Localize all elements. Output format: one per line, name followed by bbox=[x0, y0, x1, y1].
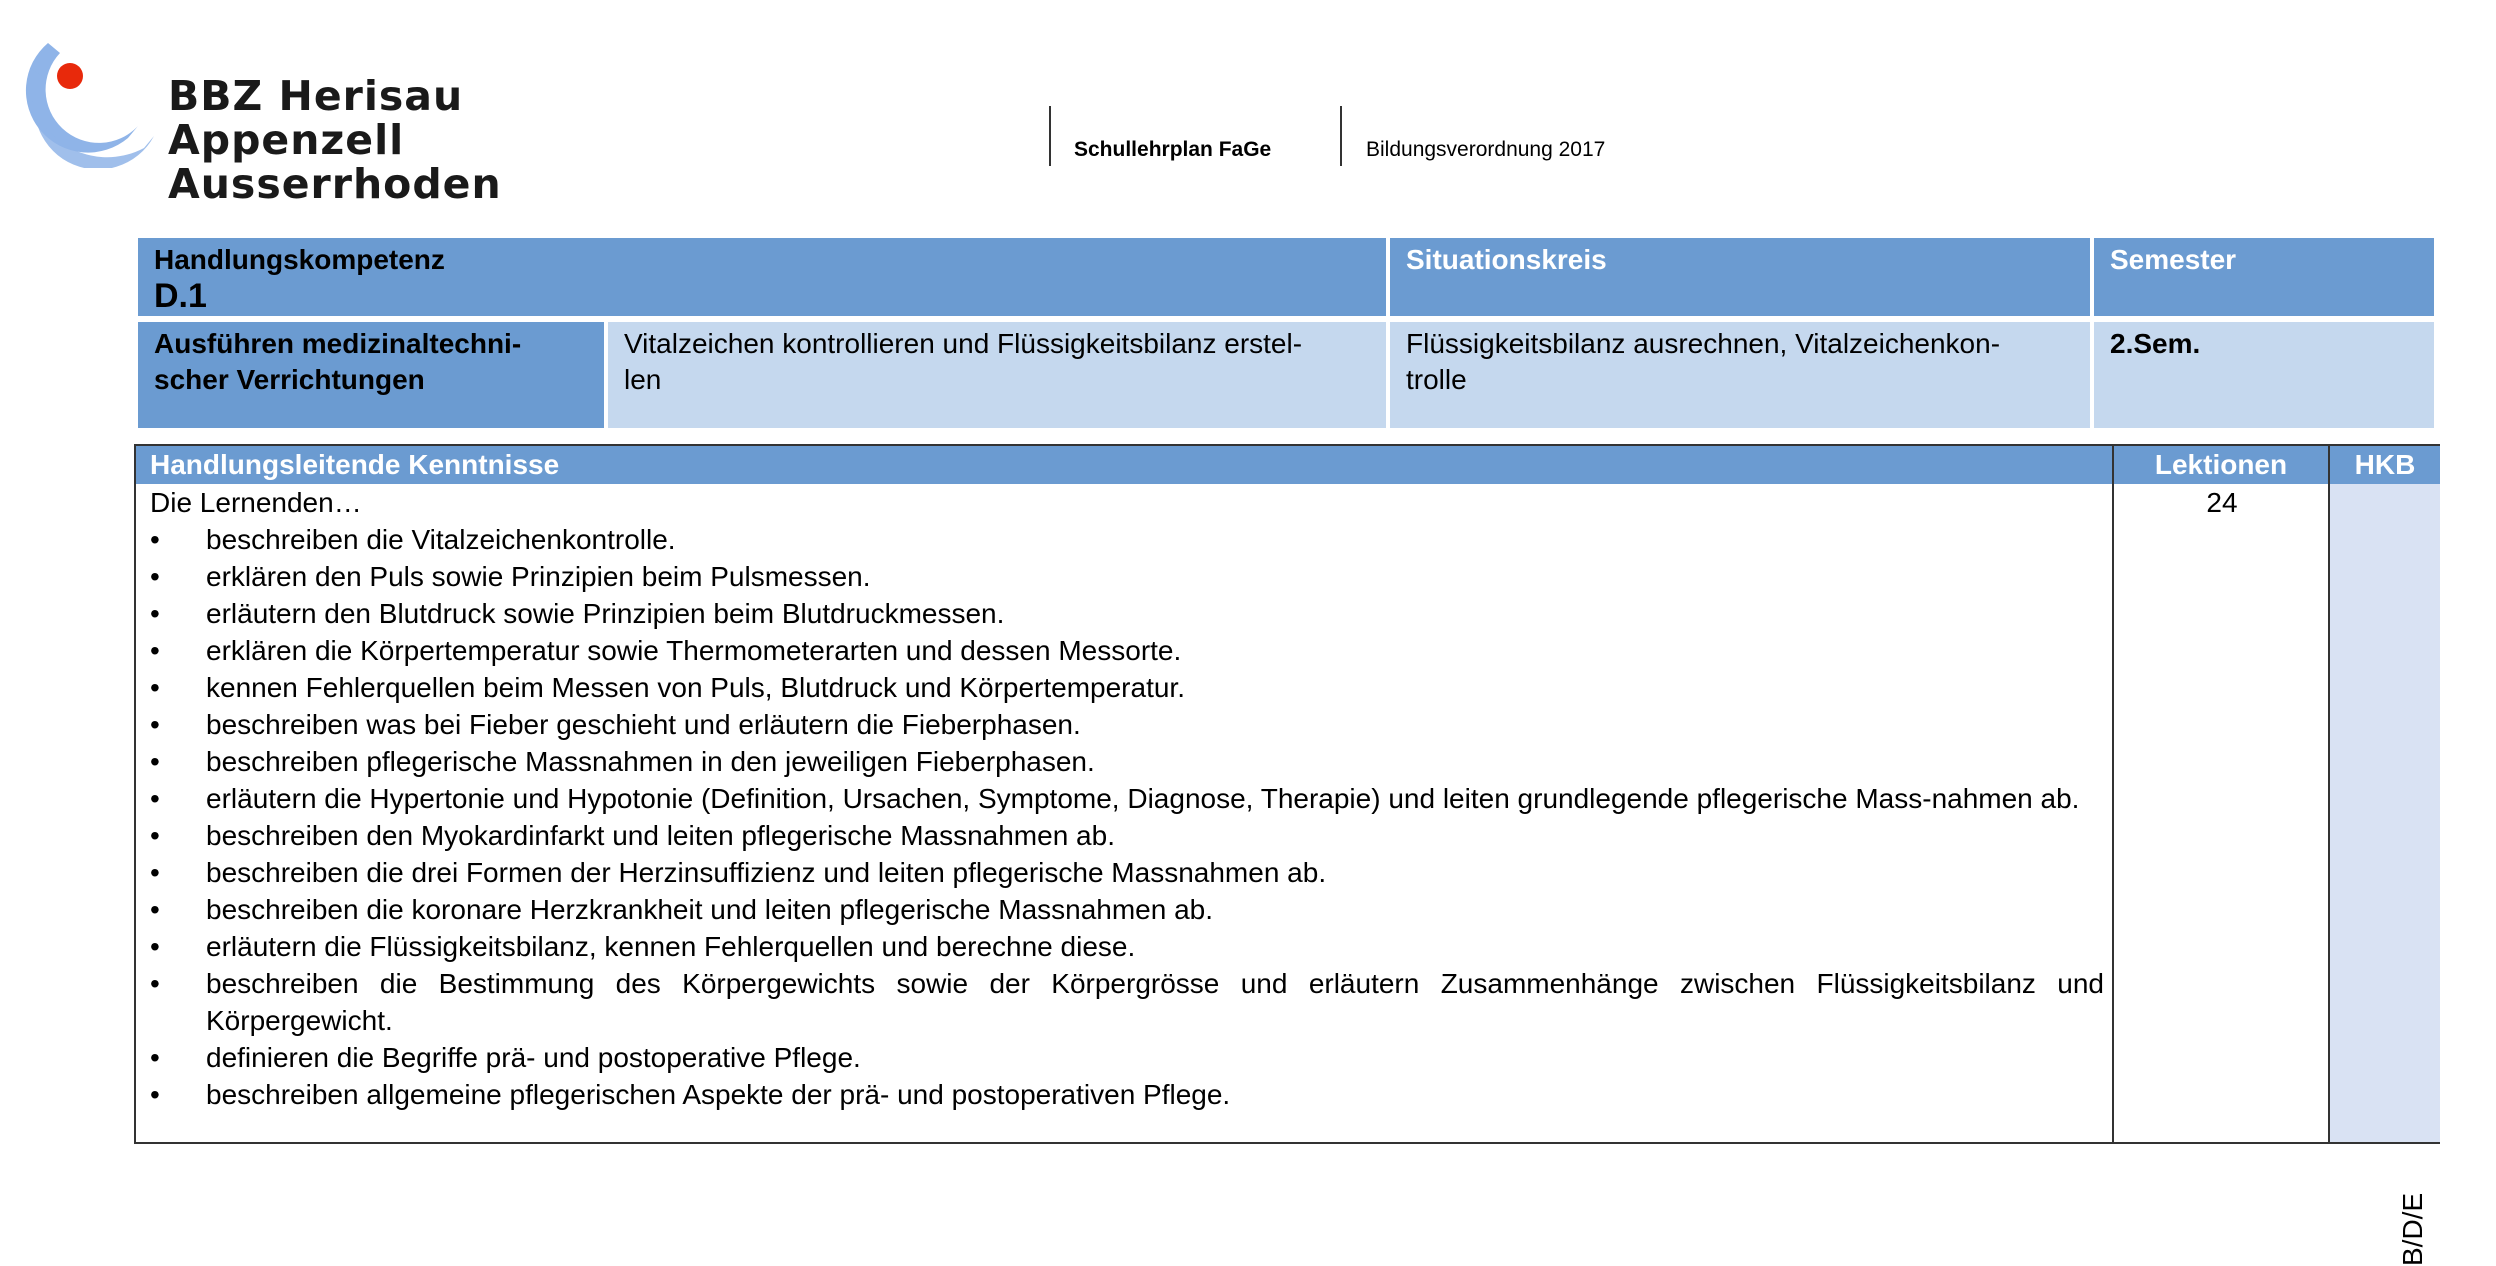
knowledge-item bbox=[150, 669, 2104, 706]
knowledge-item-text: erläutern den Blutdruck sowie Prinzipien beim Blutdruckmessen. bbox=[206, 598, 1005, 629]
competency-title-line-1: Ausführen medizinaltechni- bbox=[154, 328, 522, 359]
situation-cell bbox=[1390, 322, 2090, 428]
bullet-icon: • bbox=[150, 709, 160, 740]
bullet-icon: • bbox=[150, 672, 160, 703]
bullet-icon: • bbox=[150, 931, 160, 962]
knowledge-item-text: beschreiben die koronare Herzkrankheit und leiten pflegerische Massnahmen ab. bbox=[206, 894, 1214, 925]
hkb-value: B/D/E bbox=[2397, 1192, 2428, 1266]
bullet-icon: • bbox=[150, 820, 160, 851]
knowledge-item-text: erklären den Puls sowie Prinzipien beim Pulsmessen. bbox=[206, 561, 871, 592]
knowledge-item bbox=[150, 1039, 2104, 1076]
bullet-icon: • bbox=[150, 598, 160, 629]
column-divider bbox=[2328, 446, 2330, 1142]
knowledge-item-text: beschreiben pflegerische Massnahmen in den jeweiligen Fieberphasen. bbox=[206, 746, 1095, 777]
competency-code: D.1 bbox=[154, 277, 207, 315]
knowledge-item-text: erläutern die Flüssigkeitsbilanz, kennen Fehlerquellen und berechne diese. bbox=[206, 931, 1136, 962]
knowledge-item bbox=[150, 854, 2104, 891]
lessons-header bbox=[2114, 446, 2328, 484]
hkb-header-label: HKB bbox=[2354, 449, 2416, 480]
knowledge-item bbox=[150, 817, 2104, 854]
bullet-icon: • bbox=[150, 1079, 160, 1110]
task-cell bbox=[608, 322, 1386, 428]
knowledge-item-text: beschreiben den Myokardinfarkt und leiten pflegerische Massnahmen ab. bbox=[206, 820, 1115, 851]
column-divider bbox=[2112, 446, 2114, 1142]
bullet-icon: • bbox=[150, 783, 160, 814]
knowledge-item-text: beschreiben was bei Fieber geschieht und erläutern die Fieberphasen. bbox=[206, 709, 1081, 740]
bullet-icon: • bbox=[150, 635, 160, 666]
knowledge-item-text: definieren die Begriffe prä- und postoperative Pflege. bbox=[206, 1042, 861, 1073]
knowledge-item-text: erklären die Körpertemperatur sowie Thermometerarten und dessen Messorte. bbox=[206, 635, 1182, 666]
knowledge-item bbox=[150, 558, 2104, 595]
semester-label: Semester bbox=[2110, 244, 2237, 275]
semester-header-cell bbox=[2094, 238, 2434, 316]
knowledge-header-label: Handlungsleitende Kenntnisse bbox=[150, 449, 560, 480]
header-divider bbox=[1340, 106, 1342, 166]
knowledge-item-text: erläutern die Hypertonie und Hypotonie (Definition, Ursachen, Symptome, Diagnose, Therapie) und leiten grundlegende pflegerische Mass-nahmen ab. bbox=[206, 783, 2080, 814]
knowledge-item bbox=[150, 632, 2104, 669]
bullet-icon: • bbox=[150, 857, 160, 888]
knowledge-item bbox=[150, 891, 2104, 928]
logo-line-1: BBZ Herisau bbox=[168, 72, 464, 120]
bullet-icon: • bbox=[150, 1042, 160, 1073]
knowledge-item bbox=[150, 706, 2104, 743]
regulation-title: Bildungsverordnung 2017 bbox=[1366, 138, 1606, 161]
bullet-icon: • bbox=[150, 894, 160, 925]
lessons-header-label: Lektionen bbox=[2154, 449, 2288, 480]
knowledge-items bbox=[150, 521, 2104, 1113]
knowledge-item-text: beschreiben die Bestimmung des Körpergewichts sowie der Körpergrösse und erläutern Zusammenhänge zwischen Flüssigkeitsbilanz und Körpergewicht. bbox=[206, 968, 2104, 1036]
knowledge-item bbox=[150, 743, 2104, 780]
knowledge-item-text: beschreiben die drei Formen der Herzinsuffizienz und leiten pflegerische Massnahmen ab. bbox=[206, 857, 1327, 888]
bbz-logo-icon bbox=[8, 28, 158, 168]
knowledge-item bbox=[150, 780, 2104, 817]
situation-line-2: trolle bbox=[1406, 364, 1467, 395]
knowledge-item-text: beschreiben die Vitalzeichenkontrolle. bbox=[206, 524, 676, 555]
logo-line-2: Appenzell Ausserrhoden bbox=[168, 116, 502, 208]
school-plan-title: Schullehrplan FaGe bbox=[1074, 138, 1272, 161]
knowledge-list bbox=[150, 484, 2104, 1113]
competency-title-cell bbox=[138, 322, 604, 428]
bullet-icon: • bbox=[150, 524, 160, 555]
situation-header-cell bbox=[1390, 238, 2090, 316]
knowledge-header bbox=[136, 446, 2112, 484]
knowledge-item bbox=[150, 595, 2104, 632]
knowledge-table bbox=[134, 444, 2440, 1266]
situation-line-1: Flüssigkeitsbilanz ausrechnen, Vitalzeichenkon- bbox=[1406, 328, 2001, 359]
competency-label: Handlungskompetenz bbox=[154, 244, 445, 275]
header-divider bbox=[1049, 106, 1051, 166]
knowledge-item-text: beschreiben allgemeine pflegerischen Aspekte der prä- und postoperativen Pflege. bbox=[206, 1079, 1231, 1110]
bullet-icon: • bbox=[150, 746, 160, 777]
semester-value: 2.Sem. bbox=[2110, 328, 2201, 359]
logo-text bbox=[168, 74, 728, 206]
knowledge-item bbox=[150, 928, 2104, 965]
knowledge-item-text: kennen Fehlerquellen beim Messen von Puls, Blutdruck und Körpertemperatur. bbox=[206, 672, 1185, 703]
hkb-column bbox=[2330, 484, 2440, 1142]
task-line-1: Vitalzeichen kontrollieren und Flüssigkeitsbilanz erstel- bbox=[624, 328, 1303, 359]
hkb-header bbox=[2330, 446, 2440, 484]
logo bbox=[8, 28, 728, 208]
lessons-value: 24 bbox=[2206, 487, 2238, 518]
competency-title-line-2: scher Verrichtungen bbox=[154, 364, 425, 395]
semester-cell bbox=[2094, 322, 2434, 428]
competency-header-cell bbox=[138, 238, 1386, 316]
bullet-icon: • bbox=[150, 561, 160, 592]
knowledge-intro: Die Lernenden… bbox=[150, 487, 362, 518]
task-line-2: len bbox=[624, 364, 662, 395]
situation-label: Situationskreis bbox=[1406, 244, 1607, 275]
knowledge-item bbox=[150, 521, 2104, 558]
bullet-icon: • bbox=[150, 968, 160, 999]
knowledge-item bbox=[150, 1076, 2104, 1113]
knowledge-item bbox=[150, 965, 2104, 1039]
